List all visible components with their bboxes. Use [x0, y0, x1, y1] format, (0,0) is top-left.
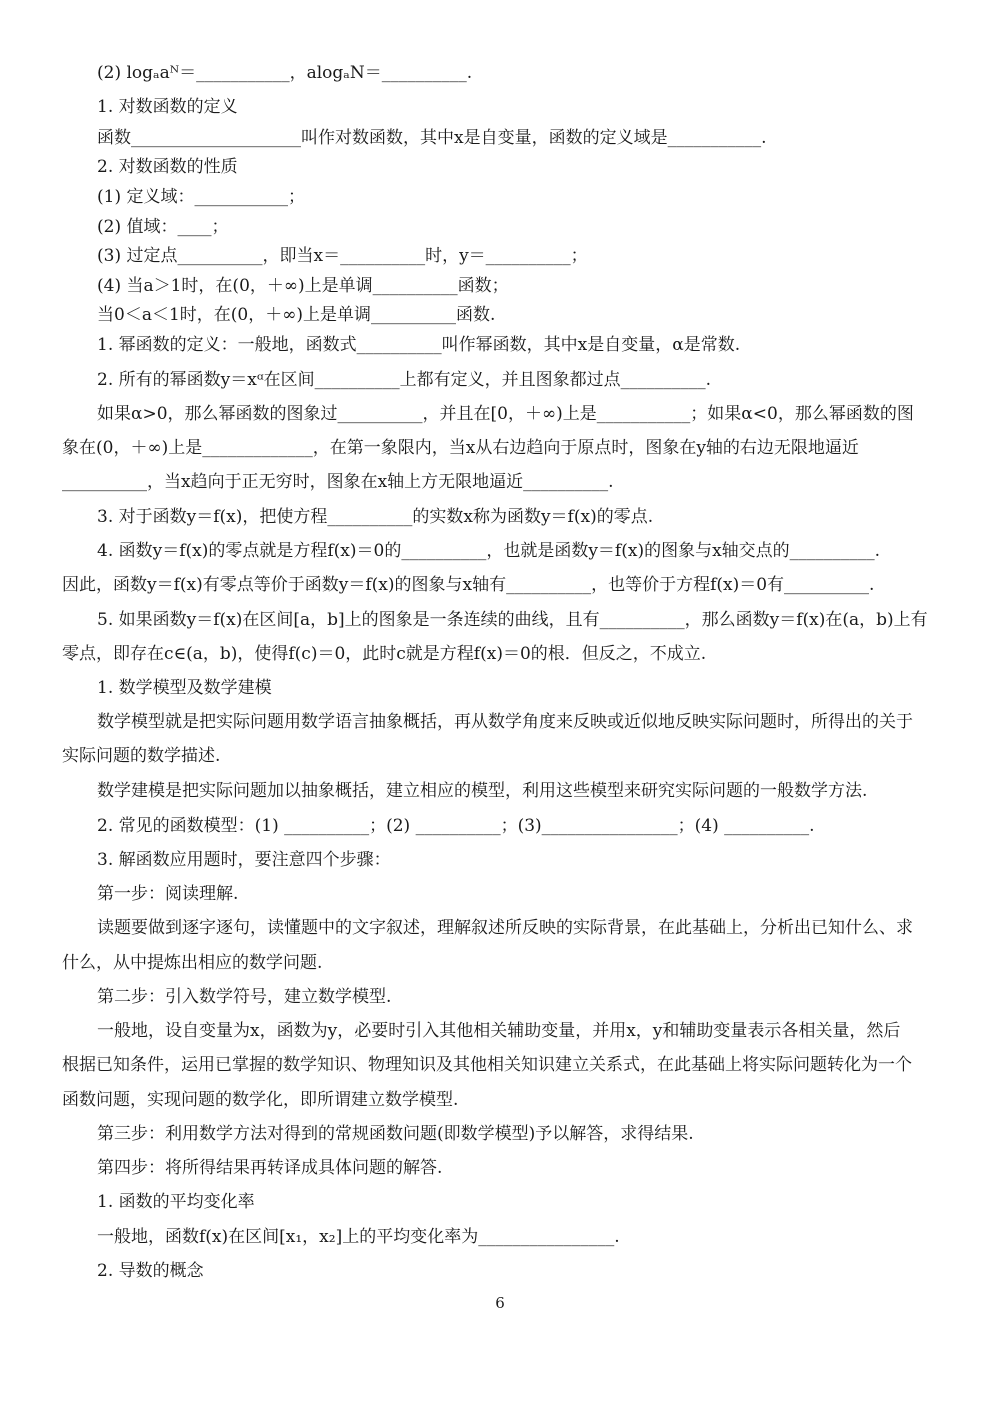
text-line: 根据已知条件，运用已掌握的数学知识、物理知识及其他相关知识建立关系式，在此基础上将实际问题转化为一个 — [62, 1055, 912, 1075]
page-number: 6 — [495, 1294, 505, 1312]
text-line: __________，当x趋向于正无穷时，图象在x轴上方无限地逼近__________. — [62, 472, 614, 492]
section-heading: 1. 数学模型及数学建模 — [97, 678, 272, 698]
text-line: 2. 常见的函数模型：(1) __________；(2) __________；(3)________________；(4) __________. — [97, 816, 815, 836]
text-line: 3. 对于函数y＝f(x)，把使方程__________的实数x称为函数y＝f(x)的零点. — [97, 507, 654, 527]
text-line: (3) 过定点__________，即当x＝__________时，y＝__________； — [97, 246, 588, 266]
text-line: 数学模型就是把实际问题用数学语言抽象概括，再从数学角度来反映或近似地反映实际问题时，所得出的关于 — [97, 712, 913, 732]
text-line: 什么，从中提炼出相应的数学问题. — [62, 953, 323, 973]
text-line: 4. 函数y＝f(x)的零点就是方程f(x)＝0的__________，也就是函数y＝f(x)的图象与x轴交点的__________. — [97, 541, 881, 561]
text-line: 2. 所有的幂函数y＝xᵅ在区间__________上都有定义，并且图象都过点__________. — [97, 370, 712, 390]
text-line: 5. 如果函数y＝f(x)在区间[a，b]上的图象是一条连续的曲线，且有__________，那么函数y＝f(x)在(a，b)上有 — [97, 610, 928, 630]
text-line: (2) logₐaᴺ＝___________，alogₐN＝__________. — [97, 63, 473, 83]
text-line: 函数____________________叫作对数函数，其中x是自变量，函数的定义域是___________. — [97, 128, 767, 148]
text-line: 零点，即存在c∈(a，b)，使得f(c)＝0，此时c就是方程f(x)＝0的根．但反之，不成立. — [62, 644, 707, 664]
text-line: (1) 定义域：___________； — [97, 187, 305, 207]
text-line: 数学建模是把实际问题加以抽象概括，建立相应的模型，利用这些模型来研究实际问题的一般数学方法. — [97, 781, 868, 801]
text-line: 象在(0，＋∞)上是_____________，在第一象限内，当x从右边趋向于原点时，图象在y轴的右边无限地逼近 — [62, 438, 859, 458]
text-line: (2) 值域：____； — [97, 217, 229, 237]
text-line: 第一步：阅读理解. — [97, 884, 239, 904]
text-line: 第三步：利用数学方法对得到的常规函数问题(即数学模型)予以解答，求得结果. — [97, 1124, 694, 1144]
section-heading: 1. 对数函数的定义 — [97, 97, 238, 117]
section-heading: 2. 对数函数的性质 — [97, 157, 238, 177]
section-heading: 1. 函数的平均变化率 — [97, 1192, 255, 1212]
text-line: 读题要做到逐字逐句，读懂题中的文字叙述，理解叙述所反映的实际背景，在此基础上，分析出已知什么、求 — [97, 918, 913, 938]
text-line: 如果α>0，那么幂函数的图象过__________，并且在[0，＋∞)上是___________；如果α<0，那么幂函数的图 — [97, 404, 914, 424]
text-line: 当0＜a＜1时，在(0，＋∞)上是单调__________函数. — [97, 305, 496, 325]
text-line: 函数问题，实现问题的数学化，即所谓建立数学模型. — [62, 1090, 459, 1110]
text-line: 一般地，设自变量为x，函数为y，必要时引入其他相关辅助变量，并用x，y和辅助变量表示各相关量，然后 — [97, 1021, 901, 1041]
text-line: 实际问题的数学描述. — [62, 746, 221, 766]
text-line: (4) 当a＞1时，在(0，＋∞)上是单调__________函数； — [97, 276, 509, 296]
text-line: 因此，函数y＝f(x)有零点等价于函数y＝f(x)的图象与x轴有__________，也等价于方程f(x)＝0有__________. — [62, 575, 875, 595]
text-line: 第二步：引入数学符号，建立数学模型. — [97, 987, 392, 1007]
text-line: 第四步：将所得结果再转译成具体问题的解答. — [97, 1158, 443, 1178]
text-line: 3. 解函数应用题时，要注意四个步骤： — [97, 850, 391, 870]
text-line: 1. 幂函数的定义：一般地，函数式__________叫作幂函数，其中x是自变量，α是常数. — [97, 335, 741, 355]
section-heading: 2. 导数的概念 — [97, 1261, 204, 1281]
text-line: 一般地，函数f(x)在区间[x₁，x₂]上的平均变化率为________________. — [97, 1227, 620, 1247]
